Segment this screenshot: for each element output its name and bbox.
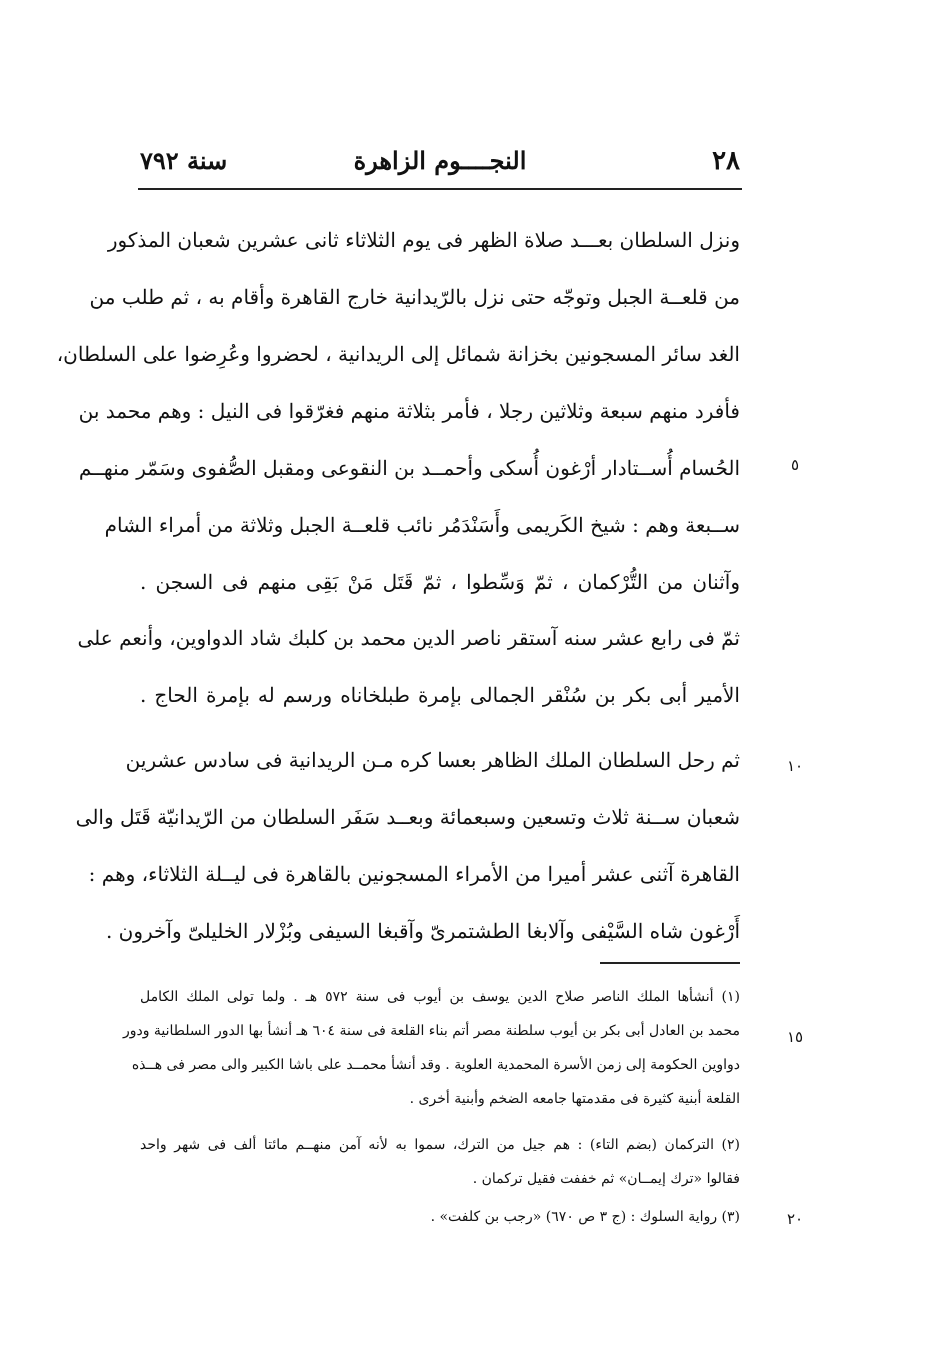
paragraph-1	[56, 212, 740, 611]
running-year: سنة ٧٩٢	[140, 146, 228, 175]
text-line: ثمّ فى رابع عشر سنه آستقر ناصر الدين محمد بن كلبك شاد الدواوين، وأنعم على	[77, 626, 740, 650]
paragraph-3	[75, 732, 740, 960]
line-number-20: ٢٠	[786, 1210, 804, 1228]
footnote-line: فقالوا «ترك إيمــان» ثم خففت فقيل تركمان .	[472, 1171, 740, 1187]
footnote-line: (٣) رواية السلوك : (ج ٣ ص ٦٧٠) «رجب بن كلفت» .	[430, 1209, 740, 1225]
text-line: ســبعة وهم : شيخ الكَريمى وأَسَنْدَمُر نائب قلعــة الجبل وثلاثة من أمراء الشام	[104, 513, 740, 537]
page-number: ٢٨	[712, 146, 740, 176]
text-line: فأفرد منهم سبعة وثلاثين رجلا ، فأمر بثلاثة منهم فغرّقوا فى النيل : وهم محمد بن	[78, 399, 740, 423]
footnote-line: (١) أنشأها الملك الناصر صلاح الدين يوسف بن أيوب فى سنة ٥٧٢ هـ . ولما تولى الملك الكامل	[140, 989, 740, 1005]
text-line: الغد سائر المسجونين بخزانة شمائل إلى الريدانية ، لحضروا وعُرِضوا على السلطان،	[56, 342, 740, 366]
header-rule	[138, 188, 742, 190]
footnote-1	[122, 980, 740, 1116]
footnote-line: محمد بن العادل أبى بكر بن أيوب سلطنة مصر أتم بناء القلعة فى سنة ٦٠٤ هـ أنشأ بها الدور السلطانية ودور	[122, 1023, 740, 1039]
text-line: أَرْغون شاه السَّيْفى وآلابغا الطشتمرىّ وآقبغا السيفى وبُزْلار الخليلىّ وآخرون .	[105, 919, 740, 943]
text-line: ونزل السلطان بعـــد صلاة الظهر فى يوم الثلاثاء ثانى عشرين شعبان المذكور	[107, 228, 740, 252]
running-title: النجــــوم الزاهرة	[353, 146, 527, 175]
text-line: من قلعــة الجبل وتوجّه حتى نزل بالرّيدانية خارج القاهرة وأقام به ، ثم طلب من	[89, 285, 740, 309]
text-line: ثم رحل السلطان الملك الظاهر بعسا كره مـن الريدانية فى سادس عشرين	[125, 748, 740, 772]
footnote-rule	[600, 962, 740, 964]
text-line: الحُسام أُســتادار أرْغون أُسكى وأحمــد بن النقوعى ومقبل الصُّفوى وسَمّر منهــم	[78, 456, 740, 480]
line-number-15: ١٥	[786, 1028, 804, 1046]
text-line: شعبان ســنة ثلاث وتسعين وسبعمائة وبعــد سَفَر السلطان من الرّيدانيّة قَتَل والى	[75, 805, 740, 829]
footnote-2	[140, 1128, 740, 1196]
line-number-10: ١٠	[786, 757, 804, 775]
text-line: القاهرة آثنى عشر أميرا من الأمراء المسجونين بالقاهرة فى ليــلة الثلاثاء، وهم :	[88, 862, 740, 886]
footnote-3	[140, 1200, 740, 1234]
footnote-line: القلعة أبنية كثيرة فى مقدمتها جامعه الضخم وأبنية أخرى .	[409, 1091, 740, 1107]
footnote-line: دواوين الحكومة إلى زمن الأسرة المحمدية العلوية . وقد أنشأ محمــد على باشا الكبير والى مصر فى هــذه	[131, 1057, 740, 1073]
paragraph-2	[77, 610, 740, 724]
running-header	[140, 146, 740, 190]
line-number-5: ٥	[790, 456, 800, 474]
text-line: الأمير أبى بكر بن سُنْقر الجمالى بإمرة طبلخاناه ورسم له بإمرة الحاج .	[140, 683, 740, 707]
footnote-line: (٢) التركمان (بضم التاء) : هم جيل من الترك، سموا به لأنه آمن منهــم مائتا ألف فى شهر واحد	[140, 1137, 740, 1153]
text-line: وآثنان من التُّرْكمان ، ثمّ وَسِّطوا ، ثمّ قَتَل مَنْ بَقِى منهم فى السجن .	[140, 570, 740, 594]
